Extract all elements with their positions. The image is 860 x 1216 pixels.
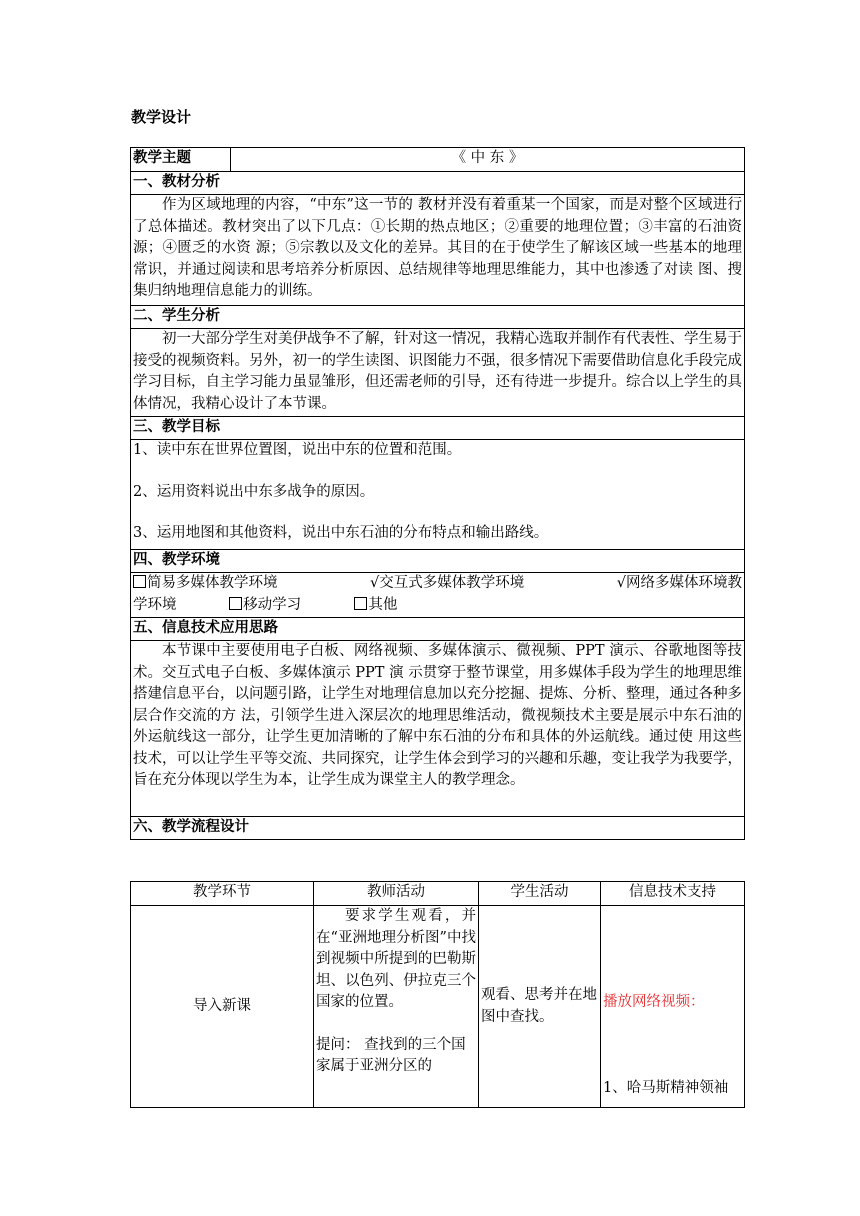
env-option-network[interactable]: √网络多媒体环境教 <box>617 573 742 595</box>
design-table <box>130 147 745 840</box>
checkbox-unchecked-icon <box>229 597 242 610</box>
column-header: 教学环节 <box>131 882 314 906</box>
column-header: 信息技术支持 <box>601 882 745 906</box>
checkbox-unchecked-icon <box>354 597 367 610</box>
objective-item: 3、运用地图和其他资料，说出中东石油的分布特点和输出路线。 <box>133 525 549 541</box>
tech-support-cell <box>601 906 745 1108</box>
document-title: 教学设计 <box>131 108 192 126</box>
checkbox-unchecked-icon <box>133 575 146 588</box>
checkmark-icon: √ <box>370 575 380 591</box>
table-row <box>131 906 745 1108</box>
flow-table <box>130 881 745 1108</box>
env-option-interactive[interactable]: √交互式多媒体教学环境 <box>370 573 524 595</box>
tech-support-highlight: 播放网络视频： <box>603 994 705 1010</box>
materials-analysis-text: 作为区域地理的内容，“中东”这一节的 教材并没有着重某一个国家，而是对整个区域进行了总体描述。教材突出了以下几点：①长期的热点地区；②重要的地理位置；③丰富的石油资源；④匮乏的水资 源；⑤宗教以及文化的差异。其目的在于使学生了解该区域一些基本的地理常识，并通过阅读和思考培养分析原因、总结规律等地理思维能力，其中也渗透了对读 图、搜集归纳地理信息能力的训练。 <box>133 197 742 299</box>
teacher-question-text: 提问： 查找到的三个国家属于亚洲分区的 <box>316 1036 466 1074</box>
env-option-simple[interactable]: 简易多媒体教学环境 <box>133 573 278 595</box>
objective-item: 1、读中东在世界位置图，说出中东的位置和范围。 <box>133 442 462 458</box>
env-option-other[interactable]: 其他 <box>354 597 397 613</box>
teacher-activity-text: 要求学生观看，并在“亚洲地理分析图”中找到视频中所提到的巴勒斯坦、以色列、伊拉克三个国家的位置。 <box>316 908 476 1010</box>
student-activity-cell: 观看、思考并在地图中查找。 <box>479 906 601 1108</box>
section-heading-objectives: 三、教学目标 <box>131 417 745 440</box>
column-header: 学生活动 <box>479 882 601 906</box>
section-heading-flow: 六、教学流程设计 <box>131 817 745 840</box>
env-option-mobile[interactable]: 移动学习 <box>229 597 301 613</box>
section-heading-materials: 一、教材分析 <box>131 172 745 195</box>
checkmark-icon: √ <box>616 575 626 591</box>
it-approach-text: 本节课中主要使用电子白板、网络视频、多媒体演示、微视频、PPT 演示、谷歌地图等技术。交互式电子白板、多媒体演示 PPT 演 示贯穿于整节课堂，用多媒体手段为学生的地理思维搭建信息平台，以问题引路，让学生对地理信息加以充分挖掘、提炼、分析、整理，通过各种多层合作交流的方 法，引领学生进入深层次的地理思维活动，微视频技术主要是展示中东石油的外运航线这一部分，让学生更加清晰的了解中东石油的分布和具体的外运航线。通过使 用这些技术，可以让学生平等交流、共同探究，让学生体会到学习的兴趣和乐趣，变让我学为我要学，旨在充分体现以学生为本，让学生成为课堂主人的教学理念。 <box>133 643 742 788</box>
environment-options: 简易多媒体教学环境 √交互式多媒体教学环境 √网络多媒体环境教 学环境 移动学习 其他 <box>131 573 745 618</box>
objectives-list <box>131 440 745 550</box>
topic-value: 《 中 东 》 <box>231 148 745 172</box>
section-heading-it-approach: 五、信息技术应用思路 <box>131 618 745 641</box>
tech-support-item: 1、哈马斯精神领袖 <box>603 1079 729 1096</box>
teacher-activity-cell <box>314 906 479 1108</box>
column-header: 教师活动 <box>314 882 479 906</box>
student-analysis-text: 初一大部分学生对美伊战争不了解，针对这一情况，我精心选取并制作有代表性、学生易于接受的视频资料。另外，初一的学生读图、识图能力不强，很多情况下需要借助信息化手段完成学习目标，自主学习能力虽显雏形，但还需老师的引导，还有待进一步提升。综合以上学生的具体情况，我精心设计了本节课。 <box>133 331 742 412</box>
section-heading-students: 二、学生分析 <box>131 306 745 329</box>
topic-label: 教学主题 <box>131 148 231 172</box>
section-heading-environment: 四、教学环境 <box>131 550 745 573</box>
stage-cell: 导入新课 <box>131 906 314 1108</box>
objective-item: 2、运用资料说出中东多战争的原因。 <box>133 483 375 500</box>
